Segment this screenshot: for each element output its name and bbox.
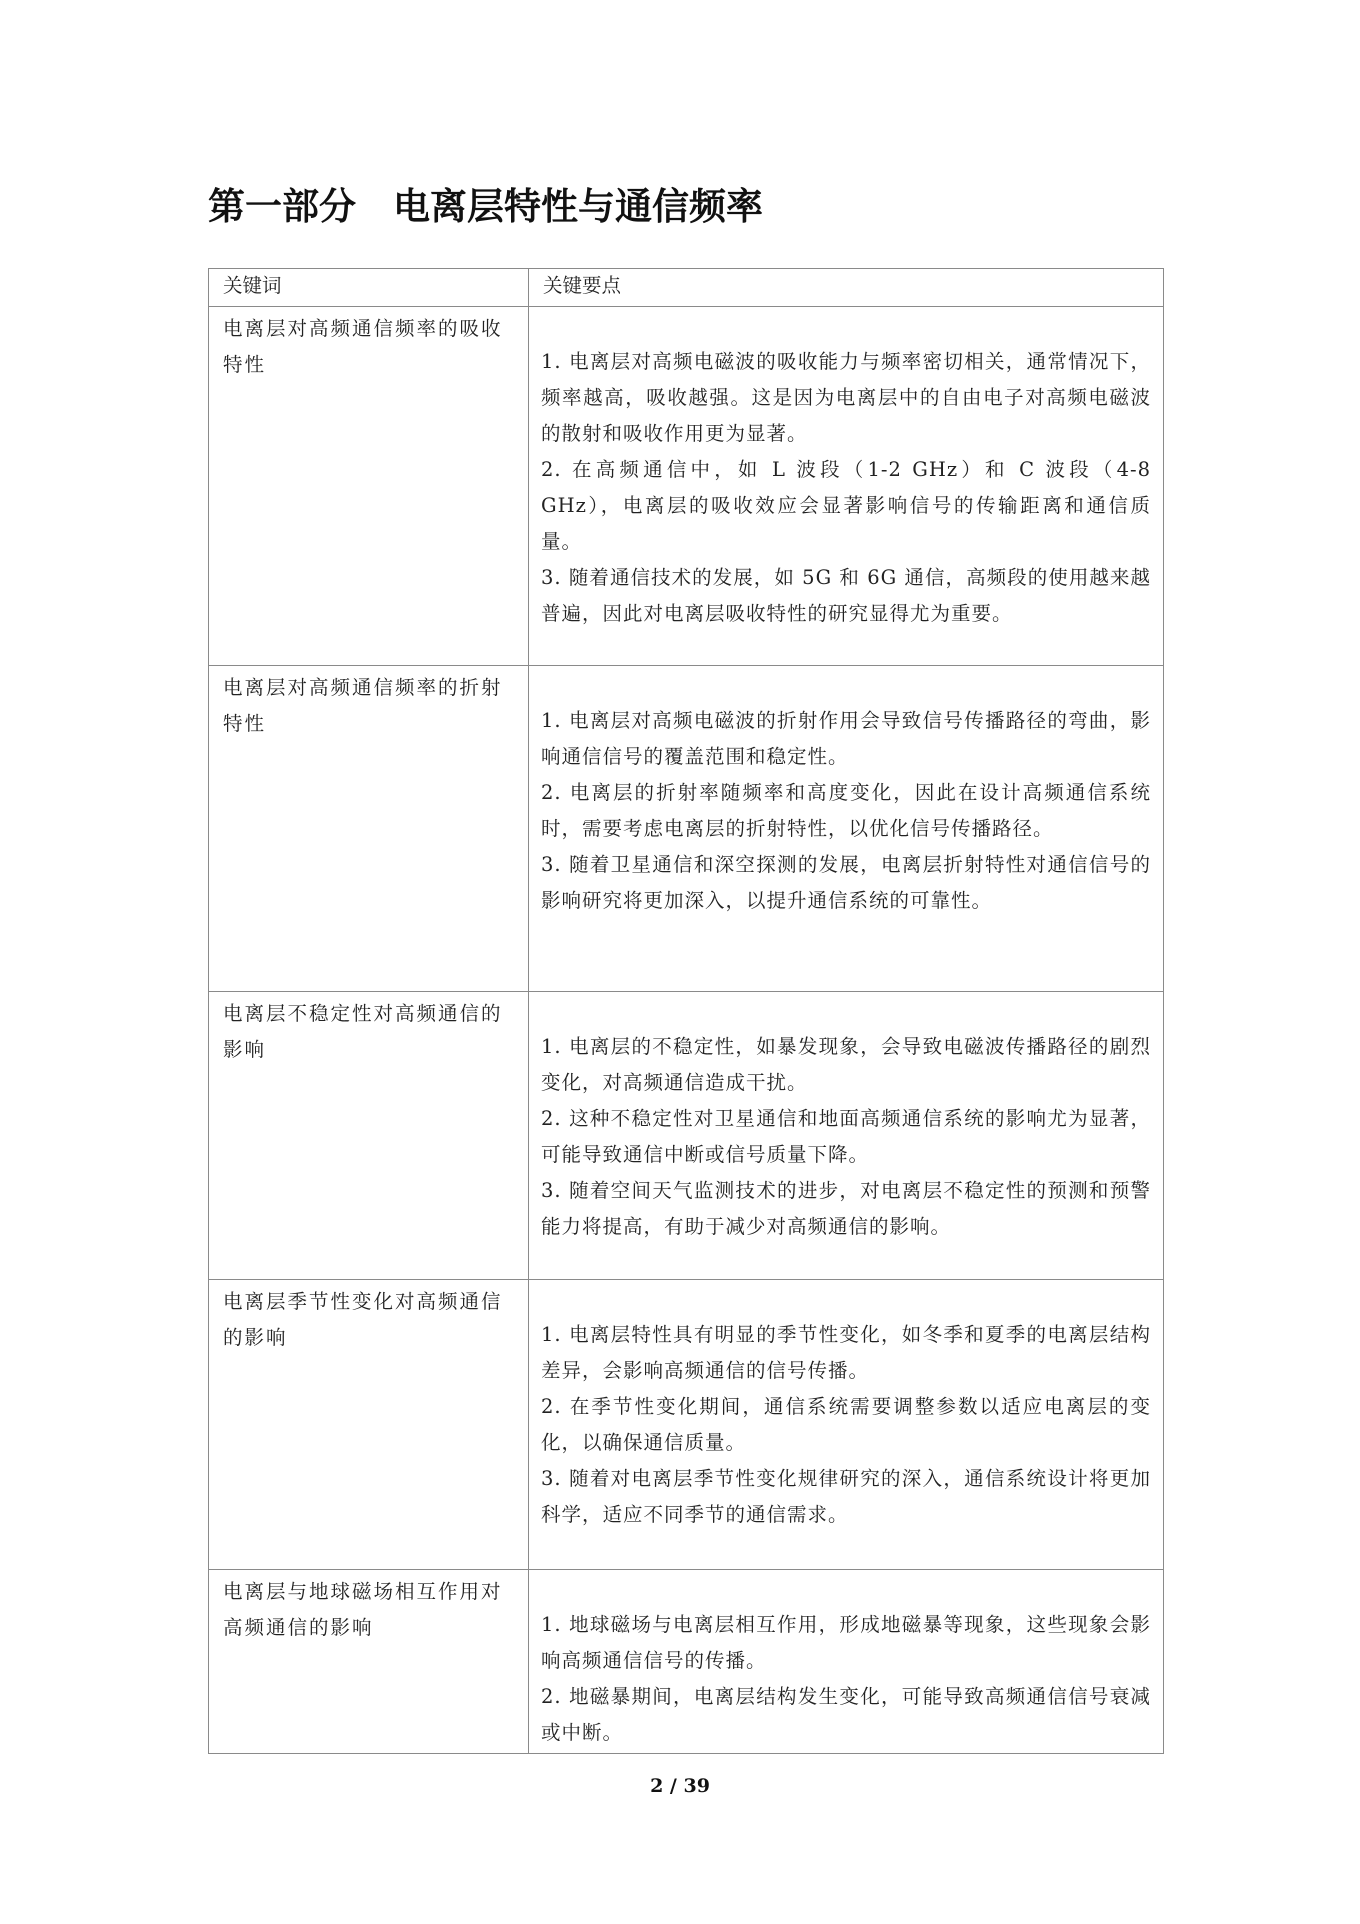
key-point: 2. 这种不稳定性对卫星通信和地面高频通信系统的影响尤为显著，可能导致通信中断或信号质量下降。	[541, 1107, 1151, 1166]
page-number: 2 / 39	[650, 1775, 710, 1797]
column-header-keyword: 关键词	[209, 269, 529, 307]
key-points-cell	[529, 1570, 1164, 1754]
table-row	[209, 666, 1164, 992]
table-row	[209, 307, 1164, 666]
key-point: 2. 地磁暴期间，电离层结构发生变化，可能导致高频通信信号衰减或中断。	[541, 1685, 1151, 1744]
key-point: 2. 在高频通信中，如 L 波段（1-2 GHz）和 C 波段（4-8 GHz），电离层的吸收效应会显著影响信号的传输距离和通信质量。	[541, 458, 1151, 553]
table-row	[209, 1570, 1164, 1754]
key-point: 1. 地球磁场与电离层相互作用，形成地磁暴等现象，这些现象会影响高频通信信号的传播。	[541, 1613, 1151, 1672]
key-points-table	[208, 268, 1164, 1754]
key-point: 3. 随着通信技术的发展，如 5G 和 6G 通信，高频段的使用越来越普遍，因此对电离层吸收特性的研究显得尤为重要。	[541, 566, 1151, 625]
table-row	[209, 992, 1164, 1280]
key-point: 3. 随着对电离层季节性变化规律研究的深入，通信系统设计将更加科学，适应不同季节的通信需求。	[541, 1467, 1151, 1526]
key-point: 3. 随着卫星通信和深空探测的发展，电离层折射特性对通信信号的影响研究将更加深入，以提升通信系统的可靠性。	[541, 853, 1151, 912]
page-title: 第一部分 电离层特性与通信频率	[208, 184, 763, 228]
key-point: 3. 随着空间天气监测技术的进步，对电离层不稳定性的预测和预警能力将提高，有助于减少对高频通信的影响。	[541, 1179, 1151, 1238]
key-point: 1. 电离层对高频电磁波的折射作用会导致信号传播路径的弯曲，影响通信信号的覆盖范围和稳定性。	[541, 709, 1151, 768]
key-points-cell	[529, 1280, 1164, 1570]
column-header-key-points: 关键要点	[529, 269, 1164, 307]
keyword-cell: 电离层对高频通信频率的折射特性	[209, 666, 529, 992]
keyword-cell: 电离层季节性变化对高频通信的影响	[209, 1280, 529, 1570]
key-points-cell	[529, 666, 1164, 992]
keyword-cell: 电离层不稳定性对高频通信的影响	[209, 992, 529, 1280]
keyword-cell: 电离层对高频通信频率的吸收特性	[209, 307, 529, 666]
key-points-cell	[529, 307, 1164, 666]
key-point: 2. 电离层的折射率随频率和高度变化，因此在设计高频通信系统时，需要考虑电离层的折射特性，以优化信号传播路径。	[541, 781, 1151, 840]
key-point: 1. 电离层的不稳定性，如暴发现象，会导致电磁波传播路径的剧烈变化，对高频通信造成干扰。	[541, 1035, 1151, 1094]
table-header-row	[209, 269, 1164, 307]
key-point: 2. 在季节性变化期间，通信系统需要调整参数以适应电离层的变化，以确保通信质量。	[541, 1395, 1151, 1454]
keyword-cell: 电离层与地球磁场相互作用对高频通信的影响	[209, 1570, 529, 1754]
key-points-cell	[529, 992, 1164, 1280]
key-point: 1. 电离层特性具有明显的季节性变化，如冬季和夏季的电离层结构差异，会影响高频通信的信号传播。	[541, 1323, 1151, 1382]
table-row	[209, 1280, 1164, 1570]
key-point: 1. 电离层对高频电磁波的吸收能力与频率密切相关，通常情况下，频率越高，吸收越强。这是因为电离层中的自由电子对高频电磁波的散射和吸收作用更为显著。	[541, 350, 1151, 445]
